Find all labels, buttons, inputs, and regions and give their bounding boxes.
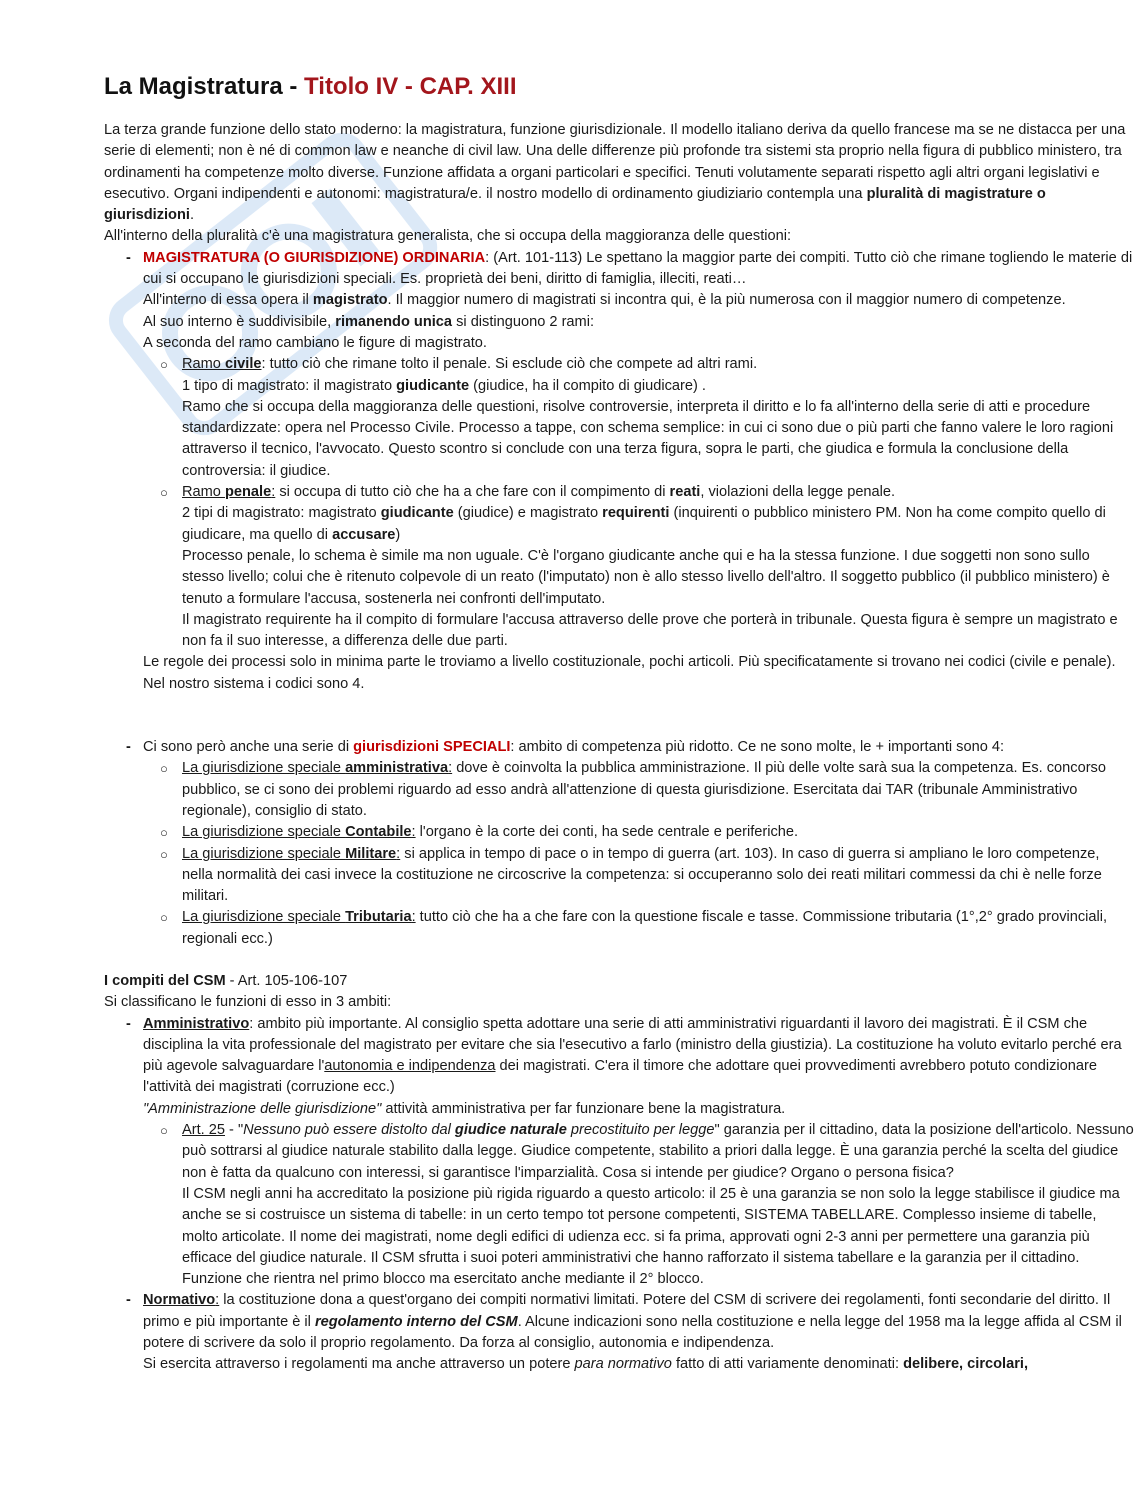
dash-bullet: - [126,739,131,756]
list-item-ramo-civile: ○ Ramo civile: tutto ciò che rimane tolto il penale. Si esclude ciò che compete ad altri rami. 1 tipo di magistrato: il magistrato giudicante (giudice, ha il compito di giudicare) . Ramo che si occupa della maggioranza delle questioni, risolve controversie, interpreta il diritto e lo fa all'interno della serie di atti e procedure standardizzate: opera nel Processo Civile. Processo a tappe, con schema semplice: in cui ci sono due o più parti che fanno valere le loro ragioni attraverso il tecnico, l'avvocato. Questo scontro si conclude con una terza figura, sopra le parti, che giudica e formula la conclusione della controversia: il giudice. [160,356,1114,479]
intro-paragraph-2: All'interno della pluralità c'è una magistratura generalista, che si occupa della maggioranza delle questioni: [104,228,792,245]
intro-paragraph: La terza grande funzione dello stato moderno: la magistratura, funzione giurisdizionale. Il modello italiano deriva da quello francese ma se ne distacca per una serie di elementi; non è né di common law e neanche di civil law. Una delle differenze più profonde tra sistemi sta proprio nella figura di pubblico ministero, tra ordinamenti ha competenze molto diverse. Funzione affidata a organi particolari e specifici. Tenuti volutamente separati rispetto agli altri organi legislativi e esecutivo. Organi indipendenti e autonomi: magistratura/e. il nostro modello di ordinamento giudiziario contempla una pluralità di magistrature o giurisdizioni. [104,122,1126,224]
circle-bullet: ○ [160,761,168,777]
list-item-speciali: - Ci sono però anche una serie di giurisdizioni SPECIALI: ambito di competenza più ridotto. Ce ne sono molte, le + importanti sono 4: [104,737,1134,758]
dash-bullet: - [126,1015,131,1032]
circle-bullet: ○ [160,485,168,501]
circle-bullet: ○ [160,825,168,841]
list-item-ramo-penale: ○ Ramo penale: si occupa di tutto ciò che ha a che fare con il compimento di reati, violazioni della legge penale. 2 tipi di magistrato: magistrato giudicante (giudice) e magistrato requirenti (inquirenti o pubblico ministero PM. Non ha come compito quello di giudicare, ma quello di accusare) Processo penale, lo schema è simile ma non uguale. C'è l'organo giudicante anche qui e ha la stessa funzione. I due soggetti non sono sullo stesso livello; colui che è ritenuto colpevole di un reato (l'imputato) non è allo stesso livello dell'altro. Il soggetto pubblico (il pubblico ministero) è tenuto a formulare l'accusa, sostenerla nei confronti dell'imputato. Il magistrato requirente ha il compito di formulare l'accusa attraverso delle prove che porterà in tribunale. Questa figura è sempre un magistrato e non fa il suo interesse, a differenza delle due parti. [160,484,1118,650]
dash-bullet: - [126,249,131,266]
list-item-speciale-contabile: ○ La giurisdizione speciale Contabile: l'organo è la corte dei conti, ha sede centrale e periferiche. [104,822,1134,843]
csm-intro: Si classificano le funzioni di esso in 3 ambiti: [104,994,392,1011]
list-item-speciale-militare: ○ La giurisdizione speciale Militare: si applica in tempo di pace o in tempo di guerra (art. 103). In caso di guerra si ampliano le loro competenze, nella normalità dei casi invece la costituzione ne circoscrive la competenza: si occuperanno solo dei reati militari commessi da chi è nelle forze militari. [160,845,1102,905]
list-item-ordinaria: - MAGISTRATURA (O GIURISDIZIONE) ORDINARIA: (Art. 101-113) Le spettano la maggior parte dei compiti. Tutto ciò che rimane togliendo le materie di cui si occupano le giurisdizioni speciali. Es. proprietà dei beni, diritto di famiglia, illeciti, reati… All'interno di essa opera il magistrato. Il maggior numero di magistrati si incontra qui, è la più numerosa con il maggior numero di competenze. Al suo interno è suddivisibile, rimanendo unica si distinguono 2 rami: A seconda del ramo cambiano le figure di magistrato. [126,249,1133,351]
list-item-speciale-amministrativa: ○ La giurisdizione speciale amministrativa: dove è coinvolta la pubblica amministrazione. Il più delle volte sarà sua la competenza. Es. concorso pubblico, se ci sono dei problemi riguardo ad esso andrà all'attenzione di questa giurisdizione. Esercitata dai TAR (tribunale Amministrativo regionale), consiglio di stato. [160,760,1106,819]
ordinaria-closing: Le regole dei processi solo in minima parte le troviamo a livello costituzionale, pochi articoli. Più specificatamente si trovano nei codici (civile e penale). Nel nostro sistema i codici sono 4. [143,654,1116,692]
list-item-normativo: - Normativo: la costituzione dona a quest'organo dei compiti normativi limitati. Potere del CSM di scrivere dei regolamenti, fonti secondarie del diritto. Il primo e più importante è il regolamento interno del CSM. Alcune indicazioni sono nella costituzione e nella legge del 1958 ma la legge affida al CSM il potere di scrivere da solo il proprio regolamento. Da forza al consiglio, autonomia e indipendenza. Si esercita attraverso i regolamenti ma anche attraverso un potere para normativo fatto di atti variamente denominati: delibere, circolari, [126,1292,1122,1373]
list-item-art-25: ○ Art. 25 - "Nessuno può essere distolto dal giudice naturale precostituito per legge" garanzia per il cittadino, data la posizione dell'articolo. Nessuno può sottrarsi al giudice naturale stabilito dalla legge. Giudice competente, stabilito a priori dalla legge. È una garanzia perché la scelta del giudice non è fatta da qualcuno con interessi, si garantisce l'imparzialità. Cosa si intende per giudice? Organo o persona fisica? Il CSM negli anni ha accreditato la posizione più rigida riguardo a questo articolo: il 25 è una garanzia se non solo la legge stabilisce il giudice ma anche se si costruisce un sistema di tabelle: in un certo tempo tot persone competenti, SISTEMA TABELLARE. Complesso insieme di tabelle, molto articolate. Il nome dei magistrati, nome degli edifici di udienza ecc. si fa prima, approvati ogni 2-3 anni per permettere una garanzia più efficace del giudice naturale. Il CSM sfrutta i suoi poteri amministrativi che hanno rafforzato il sistema tabellare e la garanzia per il cittadino. Funzione che rientra nel primo blocco ma esercitato anche mediante il 2° blocco. [160,1122,1134,1288]
document-page [104,70,1134,1376]
dash-bullet: - [126,1292,131,1309]
circle-bullet: ○ [160,846,168,862]
page-title: La Magistratura - Titolo IV - CAP. XIII [104,73,517,100]
list-item-amministrativo: - Amministrativo: ambito più importante. Al consiglio spetta adottare una serie di atti amministrativi riguardanti il lavoro dei magistrati. È il CSM che disciplina la vita professionale del magistrato per evitare che sia l'esecutivo a farlo (ministro della giustizia). La costituzione ha voluto evitarlo perché era più agevole salvaguardare l'autonomia e indipendenza dei magistrati. C'era il timore che adottare quei provvedimenti avrebbero potuto condizionare l'attività dei magistrati (corruzione ecc.) "Amministrazione delle giurisdizione" attività amministrativa per far funzionare bene la magistratura. [126,1015,1122,1117]
circle-bullet: ○ [160,910,168,926]
circle-bullet: ○ [160,1123,168,1139]
circle-bullet: ○ [160,357,168,373]
title-accent: Titolo IV - CAP. XIII [304,73,517,100]
list-item-speciale-tributaria: ○ La giurisdizione speciale Tributaria: tutto ciò che ha a che fare con la questione fiscale e tasse. Commissione tributaria (1°,2° grado provinciali, regionali ecc.) [160,909,1108,947]
csm-heading: I compiti del CSM - Art. 105-106-107 [104,972,348,989]
